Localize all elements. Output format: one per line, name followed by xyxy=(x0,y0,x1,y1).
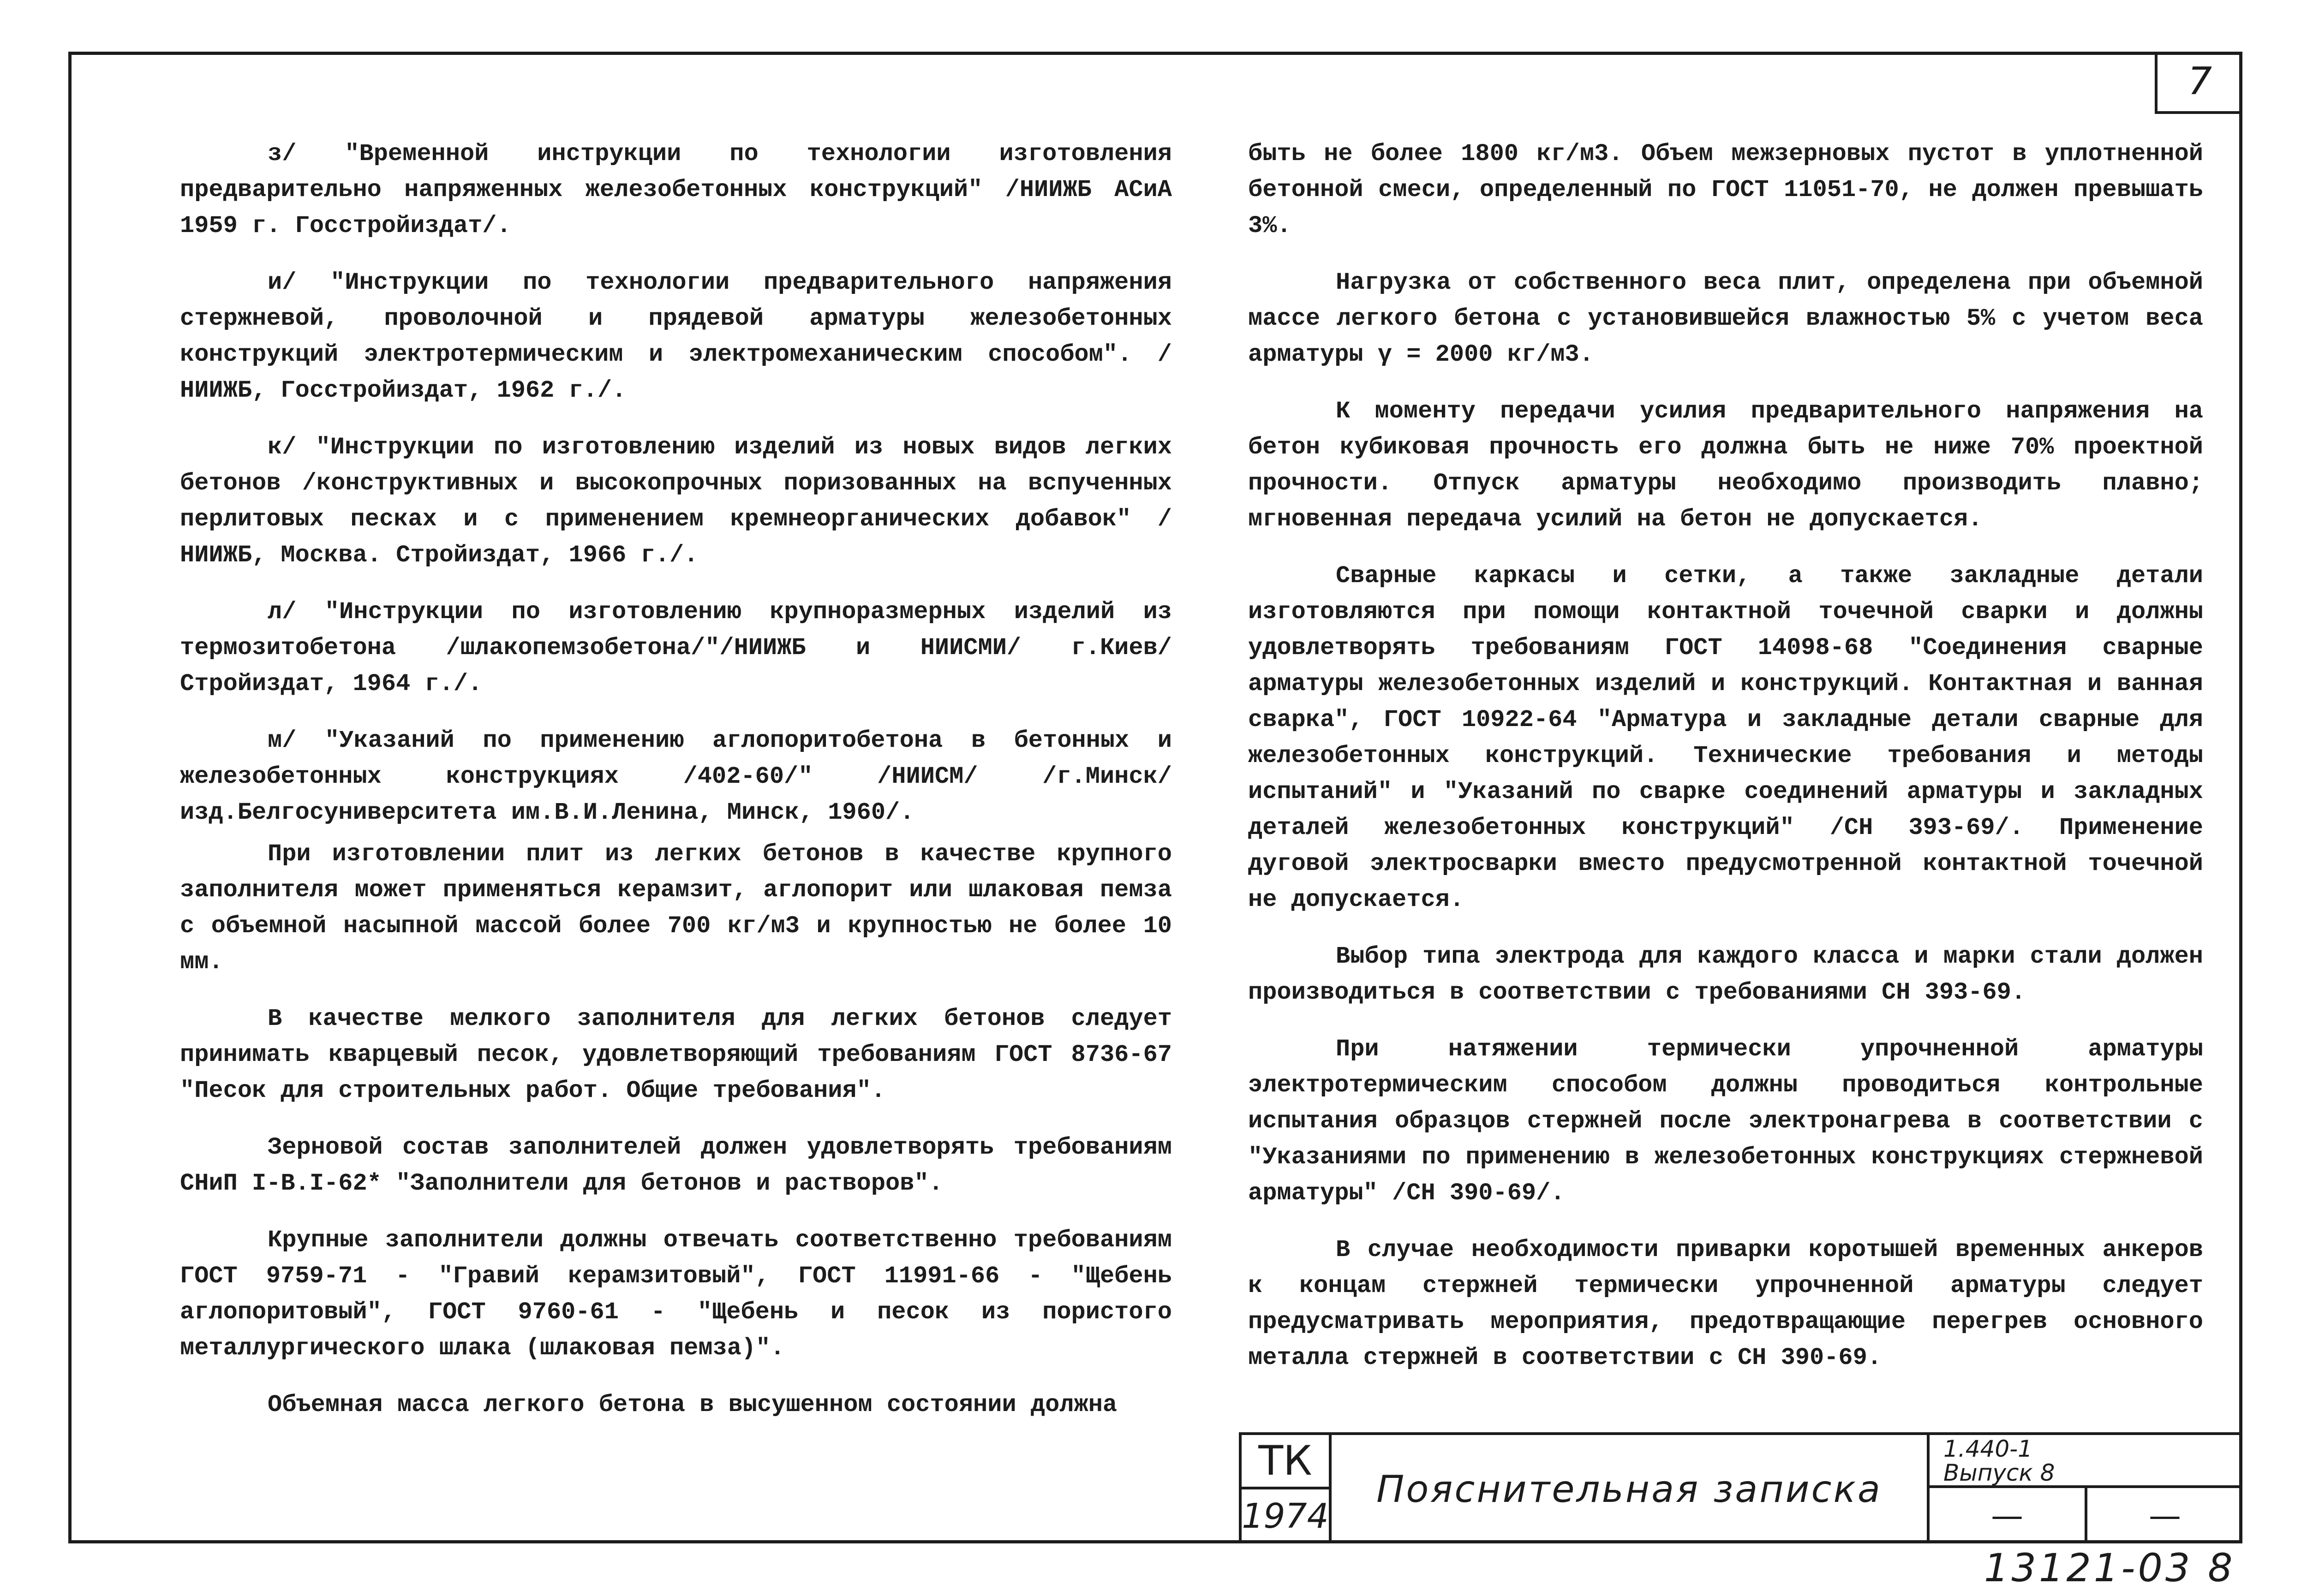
paragraph: При изготовлении плит из легких бетонов в качестве крупного заполнителя может применяться керамзит, аглопорит или шлаковая пемза с объемной насыпной массой более 700 кг/м3 и крупностью не более 10 мм. xyxy=(180,840,1172,976)
series-label xyxy=(1930,1435,2242,1488)
paragraph: Нагрузка от собственного веса плит, определена при объемной массе легкого бетона с установившейся влажностью 5% с учетом веса арматуры γ = 2000 кг/м3. xyxy=(1248,269,2203,368)
document-title: Пояснительная записка xyxy=(1376,1468,1882,1511)
title-block-code xyxy=(1242,1435,1332,1543)
cell-left: — xyxy=(1930,1488,2087,1543)
series-number: 1.440-1 xyxy=(1943,1435,2032,1462)
paragraph: Зерновой состав заполнителей должен удовлетворять требованиям СНиП I-В.I-62* "Заполнители для бетонов и растворов". xyxy=(180,1134,1172,1197)
title-block xyxy=(1239,1432,2242,1543)
paragraph: м/ "Указаний по применению аглопоритобетона в бетонных и железобетонных конструкциях /402-60/" /НИИСМ/ /г.Минск/ изд.Белгосуниверситета им.В.И.Ленина, Минск, 1960/. xyxy=(180,727,1172,826)
code-top: ТК xyxy=(1242,1435,1329,1489)
cell-right: — xyxy=(2149,1497,2181,1535)
archive-code: 13121-03 8 xyxy=(1984,1545,2235,1590)
paragraph: В случае необходимости приварки коротышей временных анкеров к концам стержней термически упрочненной арматуры следует предусматривать мероприятия, предотвращающие перегрев основного металла стержней в соответствии с СН 390-69. xyxy=(1248,1236,2203,1371)
title-block-cells xyxy=(1930,1488,2242,1543)
code-year: 1974 xyxy=(1242,1496,1329,1536)
right-column xyxy=(1248,136,2203,1397)
page-number: 7 xyxy=(2155,52,2242,114)
paragraph: При натяжении термически упрочненной арматуры электротермическим способом должны проводиться контрольные испытания образцов стержней после электронагрева в соответствии с "Указаниями по применению в железобетонных конструкциях стержневой арматуры" /СН 390-69/. xyxy=(1248,1036,2203,1207)
left-column xyxy=(180,136,1172,1444)
paragraph: В качестве мелкого заполнителя для легких бетонов следует принимать кварцевый песок, удовлетворяющий требованиям ГОСТ 8736-67 "Песок для строительных работ. Общие требования". xyxy=(180,1005,1172,1104)
paragraph: Объемная масса легкого бетона в высушенном состоянии должна xyxy=(268,1391,1118,1418)
paragraph: з/ "Временной инструкции по технологии изготовления предварительно напряженных железобетонных конструкций" /НИИЖБ АСиА 1959 г. Госстройиздат/. xyxy=(180,140,1172,239)
paragraph: и/ "Инструкции по технологии предварительного напряжения стержневой, проволочной и прядевой арматуры железобетонных конструкций электротермическим и электромеханическим способом". /НИИЖБ, Госстройиздат, 1962 г./. xyxy=(180,269,1172,404)
paragraph: быть не более 1800 кг/м3. Объем межзерновых пустот в уплотненной бетонной смеси, определенный по ГОСТ 11051-70, не должен превышать 3%. xyxy=(1248,140,2203,239)
paragraph: Выбор типа электрода для каждого класса и марки стали должен производиться в соответствии с требованиями СН 393-69. xyxy=(1248,943,2203,1006)
title-block-series xyxy=(1927,1435,2242,1543)
paragraph: К моменту передачи усилия предварительного напряжения на бетон кубиковая прочность его должна быть не ниже 70% проектной прочности. Отпуск арматуры необходимо производить плавно; мгновенная передача усилий на бетон не допускается. xyxy=(1248,398,2203,533)
paragraph: л/ "Инструкции по изготовлению крупноразмерных изделий из термозитобетона /шлакопемзобетона/"/НИИЖБ и НИИСМИ/ г.Киев/ Стройиздат, 1964 г./. xyxy=(180,598,1172,697)
paragraph: Крупные заполнители должны отвечать соответственно требованиям ГОСТ 9759-71 - "Гравий керамзитовый", ГОСТ 11991-66 - "Щебень аглопоритовый", ГОСТ 9760-61 - "Щебень и песок из пористого металлургического шлака (шлаковая пемза)". xyxy=(180,1227,1172,1362)
paragraph: к/ "Инструкции по изготовлению изделий из новых видов легких бетонов /конструктивных и высокопрочных поризованных на вспученных перлитовых песках и с применением кремнеорганических добавок" /НИИЖБ, Москва. Стройиздат, 1966 г./. xyxy=(180,434,1172,569)
paragraph: Сварные каркасы и сетки, а также закладные детали изготовляются при помощи контактной точечной сварки и должны удовлетворять требованиям ГОСТ 14098-68 "Соединения сварные арматуры железобетонных изделий и конструкций. Контактная и ванная сварка", ГОСТ 10922-64 "Арматура и закладные детали сварные для железобетонных конструкций. Технические требования и методы испытаний" и "Указаний по сварке соединений арматуры и закладных деталей железобетонных конструкций" /СН 393-69/. Применение дуговой электросварки вместо предусмотренной контактной точечной не допускается. xyxy=(1248,562,2203,913)
series-issue: Выпуск 8 xyxy=(1943,1459,2055,1486)
